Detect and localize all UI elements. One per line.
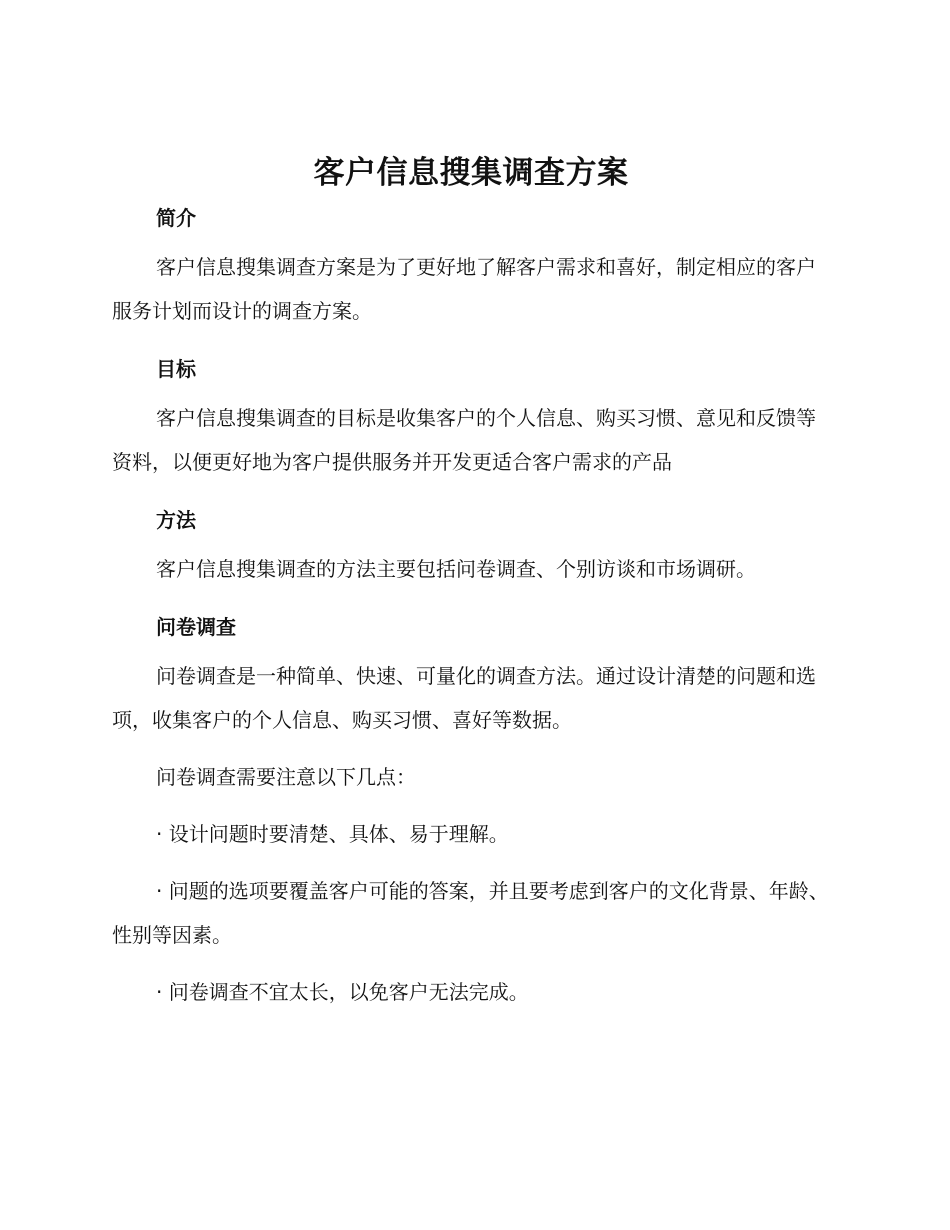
document-title: 客户信息搜集调查方案 [313,155,629,191]
bullet-item: · 设计问题时要清楚、具体、易于理解。 [156,822,509,846]
bullet-item: · 问题的选项要覆盖客户可能的答案，并且要考虑到客户的文化背景、年龄、性别等因素。 [112,879,829,947]
intro-paragraph: 客户信息搜集调查方案是为了更好地了解客户需求和喜好，制定相应的客户服务计划而设计的调查方案。 [112,255,816,323]
questionnaire-paragraph: 问卷调查是一种简单、快速、可量化的调查方法。通过设计清楚的问题和选项，收集客户的个人信息、购买习惯、喜好等数据。 [112,664,816,732]
method-paragraph: 客户信息搜集调查的方法主要包括问卷调查、个别访谈和市场调研。 [156,557,756,581]
bullet-item: · 问卷调查不宜太长，以免客户无法完成。 [156,980,529,1004]
questionnaire-notes-intro: 问卷调查需要注意以下几点： [156,765,416,789]
goal-paragraph: 客户信息搜集调查的目标是收集客户的个人信息、购买习惯、意见和反馈等资料，以便更好地为客户提供服务并开发更适合客户需求的产品 [112,406,816,474]
section-heading-questionnaire: 问卷调查 [156,615,236,639]
section-heading-method: 方法 [156,508,196,532]
section-heading-intro: 简介 [156,206,196,230]
section-heading-goal: 目标 [156,357,196,381]
